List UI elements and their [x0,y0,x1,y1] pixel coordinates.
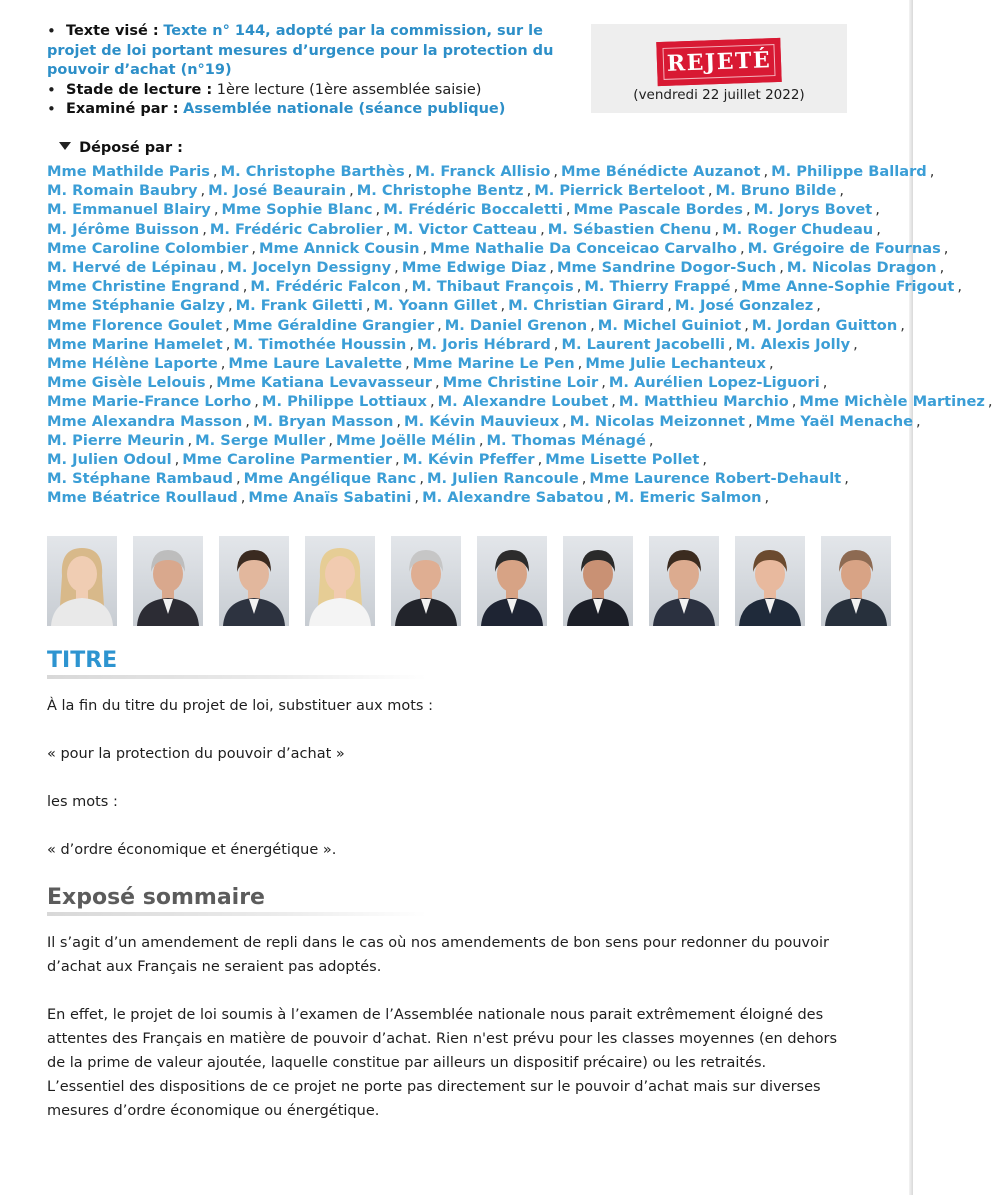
expose-paragraph: L’essentiel des dispositions de ce projet ne porte pas directement sur le pouvoir d’achat mais sur diverses mesures d’ordre économique ou énergétique. [47,1079,821,1119]
author-link[interactable]: M. Julien Odoul [47,451,172,469]
author-link[interactable]: M. Christophe Bentz [356,182,524,200]
author-separator: , [254,393,259,411]
author-link[interactable]: M. Kévin Pfeffer [402,451,535,469]
amendment-info [47,22,587,120]
author-link[interactable]: Mme Anaïs Sabatini [248,489,412,507]
author-separator: , [437,316,442,334]
author-separator: , [816,297,821,315]
author-link[interactable]: Mme Christine Engrand [47,278,240,296]
author-separator: , [779,259,784,277]
author-link[interactable]: M. Philippe Lottiaux [261,393,427,411]
author-link[interactable]: M. Daniel Grenon [444,316,588,334]
author-separator: , [328,431,333,449]
chevron-down-icon [59,142,71,150]
author-link[interactable]: M. Philippe Ballard [771,163,927,180]
author-separator: , [245,412,250,430]
author-separator: , [409,335,414,353]
author-link[interactable]: Mme Sandrine Dogor-Such [556,259,777,277]
author-link[interactable]: M. José Beaurain [208,182,347,200]
author-link[interactable]: M. Michel Guiniot [597,316,742,334]
author-separator: , [174,451,180,469]
author-separator: , [500,297,506,315]
portrait-icon [735,536,805,626]
author-link[interactable]: M. Julien Rancoule [426,470,579,488]
stamp-border [662,44,775,80]
author-separator: , [939,259,945,277]
author-separator: , [407,163,413,180]
author-link[interactable]: M. Matthieu Marchio [618,393,789,411]
author-link[interactable]: Mme Marine Hamelet [47,335,223,353]
author-separator: , [405,355,410,373]
author-line [47,220,881,239]
author-line [47,335,863,354]
stade-label: Stade de lecture : [66,81,213,98]
author-separator: , [526,182,532,200]
author-photo[interactable] [133,536,203,626]
author-link[interactable]: M. Bryan Masson [252,412,394,430]
author-link[interactable]: M. Hervé de Lépinau [47,259,217,277]
portrait-icon [47,536,117,626]
author-separator: , [365,297,371,315]
author-separator: , [251,239,257,257]
author-line [47,469,863,488]
author-separator: , [957,278,963,296]
author-separator: , [225,335,231,353]
examine-label: Examiné par : [66,101,179,117]
author-photo[interactable] [305,536,375,626]
author-link[interactable]: M. Grégoire de Fournas [747,239,941,257]
portrait-icon [133,536,203,626]
author-separator: , [220,355,226,373]
author-link[interactable]: M. Frédéric Falcon [250,278,401,296]
author-link[interactable]: M. Christophe Barthès [220,163,405,180]
author-separator: , [739,239,745,257]
stade-value: 1ère lecture (1ère assemblée saisie) [216,81,482,98]
author-separator: , [394,259,399,277]
expose-divider [47,912,427,916]
author-separator: , [943,239,949,257]
author-link[interactable]: Mme Béatrice Roullaud [47,489,238,507]
author-separator: , [225,316,230,334]
author-separator: , [763,163,769,180]
author-separator: , [212,163,218,180]
author-link[interactable]: M. Bruno Bilde [715,182,837,200]
author-line [47,373,863,392]
author-separator: , [213,201,219,219]
author-photo[interactable] [47,536,117,626]
author-separator: , [822,374,828,392]
author-separator: , [606,489,612,507]
author-link[interactable]: Mme Géraldine Grangier [232,316,435,334]
author-separator: , [553,335,559,353]
author-link[interactable]: M. Nicolas Dragon [786,259,937,277]
author-link[interactable]: Mme Alexandra Masson [47,412,243,430]
author-line [47,296,863,315]
author-separator: , [900,316,905,334]
author-separator: , [791,393,797,411]
author-separator: , [590,316,595,334]
author-link[interactable]: M. José Gonzalez [674,297,814,315]
author-separator: , [714,220,720,238]
author-link[interactable]: Mme Marie-France Lorho [47,393,252,411]
author-separator: , [435,374,440,392]
author-link[interactable]: M. Thierry Frappé [584,278,731,296]
author-link[interactable]: M. Timothée Houssin [233,335,407,353]
author-link[interactable]: Mme Anne-Sophie Frigout [741,278,955,296]
titre-divider [47,675,427,679]
texte-vise-label: Texte visé : [66,23,159,39]
author-separator: , [853,335,858,353]
author-link[interactable]: Mme Christine Loir [442,374,599,392]
info-stade [47,81,587,101]
titre-paragraph: « pour la protection du pouvoir d’achat » [47,746,345,762]
author-separator: , [748,412,753,430]
author-separator: , [549,259,554,277]
author-link[interactable]: M. Frédéric Cabrolier [209,220,383,238]
author-photo[interactable] [477,536,547,626]
author-link[interactable]: M. Jérôme Buisson [47,220,200,238]
titre-heading: TITRE [47,648,118,673]
info-texte-vise [47,22,587,81]
author-separator: , [200,182,206,200]
author-link[interactable]: Mme Gisèle Lelouis [47,374,206,392]
author-link[interactable]: M. Frédéric Boccaletti [383,201,563,219]
author-line [47,181,863,200]
author-link[interactable]: Mme Annick Cousin [259,239,420,257]
author-photo[interactable] [821,536,891,626]
author-link[interactable]: M. Alexis Jolly [735,335,851,353]
author-separator: , [576,278,582,296]
author-separator: , [648,431,654,449]
author-link[interactable]: Mme Yaël Menache [755,412,914,430]
author-separator: , [744,316,749,334]
author-link[interactable]: M. Emmanuel Blairy [47,201,211,219]
status-box [591,24,847,113]
author-link[interactable]: M. Roger Chudeau [722,220,874,238]
author-separator: , [768,355,774,373]
author-photo[interactable] [649,536,719,626]
author-separator: , [537,451,543,469]
author-link[interactable]: Mme Bénédicte Auzanot [561,163,761,180]
titre-paragraph: À la fin du titre du projet de loi, substituer aux mots : [47,698,433,714]
author-separator: , [667,297,672,315]
author-link[interactable]: M. Emeric Salmon [614,489,762,507]
author-line [47,488,863,507]
author-separator: , [540,220,545,238]
author-link[interactable]: Mme Stéphanie Galzy [47,297,225,315]
portrait-icon [563,536,633,626]
author-separator: , [242,278,248,296]
author-link[interactable]: M. Aurélien Lopez-Liguori [608,374,820,392]
author-link[interactable]: M. Alexandre Loubet [437,393,609,411]
author-link[interactable]: Mme Marine Le Pen [412,355,575,373]
rejected-stamp [656,38,781,86]
author-link[interactable]: M. Sébastien Chenu [547,220,712,238]
author-photo-strip [47,536,863,626]
author-link[interactable]: Mme Edwige Diaz [401,259,547,277]
author-link[interactable]: M. Yoann Gillet [373,297,498,315]
author-link[interactable]: Mme Nathalie Da Conceicao Carvalho [430,239,737,257]
author-separator: , [565,201,571,219]
portrait-icon [477,536,547,626]
author-separator: , [553,163,558,180]
author-separator: , [733,278,739,296]
author-separator: , [577,355,583,373]
author-link[interactable]: M. Jordan Guitton [751,316,898,334]
portrait-icon [219,536,289,626]
author-link[interactable]: M. Laurent Jacobelli [561,335,725,353]
author-separator: , [187,431,193,449]
author-line [47,431,863,450]
author-separator: , [707,182,713,200]
bullet-icon: • [47,22,56,40]
portrait-icon [305,536,375,626]
author-separator: , [349,182,354,200]
author-separator: , [478,431,484,449]
author-link[interactable]: Mme Sophie Blanc [221,201,373,219]
author-link[interactable]: M. Serge Muller [195,431,326,449]
deposit-label: Déposé par : [79,140,183,156]
status-label: REJETÉ [666,47,772,77]
author-separator: , [611,393,616,411]
author-separator: , [385,220,391,238]
titre-paragraph: « d’ordre économique et énergétique ». [47,842,337,858]
author-photo[interactable] [735,536,805,626]
author-link[interactable]: M. Jorys Bovet [753,201,873,219]
author-link[interactable]: M. Victor Catteau [393,220,538,238]
author-link[interactable]: Mme Lisette Pollet [545,451,700,469]
author-line [47,316,905,335]
author-line [47,239,949,258]
author-link[interactable]: M. Kévin Mauvieux [404,412,560,430]
author-separator: , [844,470,849,488]
author-link[interactable]: Mme Mathilde Paris [47,163,210,180]
author-line [47,392,993,411]
author-link[interactable]: M. Thibaut François [411,278,574,296]
author-link[interactable]: Mme Katiana Levavasseur [216,374,432,392]
bullet-icon: • [47,80,56,99]
author-line [47,412,921,431]
author-separator: , [987,393,993,411]
titre-paragraph: les mots : [47,794,118,810]
author-separator: , [395,451,400,469]
author-separator: , [916,412,921,430]
author-line [47,277,963,296]
info-examine [47,100,587,120]
author-link[interactable]: M. Christian Girard [508,297,665,315]
author-link[interactable]: Mme Michèle Martinez [799,393,985,411]
author-link[interactable]: Mme Pascale Bordes [573,201,743,219]
author-separator: , [414,489,420,507]
portrait-icon [649,536,719,626]
author-link[interactable]: Mme Hélène Laporte [47,355,218,373]
author-photo[interactable] [391,536,461,626]
author-separator: , [875,201,880,219]
author-separator: , [403,278,409,296]
author-link[interactable]: M. Alexandre Sabatou [422,489,604,507]
author-link[interactable]: M. Jocelyn Dessigny [227,259,392,277]
author-link[interactable]: M. Nicolas Meizonnet [569,412,746,430]
author-link[interactable]: Mme Julie Lechanteux [585,355,766,373]
author-separator: , [422,239,428,257]
author-link[interactable]: M. Romain Baubry [47,182,198,200]
author-separator: , [876,220,881,238]
author-photo[interactable] [563,536,633,626]
author-link[interactable]: M. Pierrick Berteloot [534,182,705,200]
author-separator: , [745,201,751,219]
author-separator: , [562,412,567,430]
expose-paragraph: Il s’agit d’un amendement de repli dans le cas où nos amendements de bon sens pour redonner du pouvoir d’achat aux Français ne seraient pas adoptés. [47,935,829,975]
author-separator: , [208,374,214,392]
author-separator: , [764,489,770,507]
author-link[interactable]: Mme Laure Lavalette [228,355,403,373]
examine-link[interactable]: Assemblée nationale (séance publique) [183,101,506,117]
author-link[interactable]: Mme Caroline Parmentier [182,451,393,469]
author-line [47,258,945,277]
author-link[interactable]: Mme Caroline Colombier [47,239,249,257]
author-link[interactable]: Mme Joëlle Mélin [336,431,476,449]
author-line [47,162,935,181]
author-separator: , [839,182,845,200]
author-separator: , [219,259,225,277]
author-link[interactable]: M. Franck Allisio [415,163,551,180]
author-link[interactable]: Mme Angélique Ranc [243,470,417,488]
author-photo[interactable] [219,536,289,626]
author-separator: , [375,201,381,219]
author-separator: , [429,393,435,411]
author-link[interactable]: M. Joris Hébrard [416,335,551,353]
status-date: (vendredi 22 juillet 2022) [633,87,805,103]
author-line [47,450,863,469]
author-link[interactable]: M. Stéphane Rambaud [47,470,234,488]
portrait-icon [821,536,891,626]
author-separator: , [240,489,246,507]
expose-heading: Exposé sommaire [47,885,265,910]
deposit-toggle[interactable] [59,140,183,156]
author-separator: , [227,297,233,315]
texte-vise-link[interactable]: Texte n° 144, adopté par la commission, sur le projet de loi portant mesures d’urgence pour la protection du pouvoir d’achat (n°19) [47,23,554,78]
author-link[interactable]: Mme Laurence Robert-Dehault [589,470,842,488]
bullet-icon: • [47,100,56,118]
author-separator: , [929,163,935,180]
author-separator: , [601,374,606,392]
author-link[interactable]: M. Frank Giletti [235,297,363,315]
author-separator: , [702,451,708,469]
author-separator: , [727,335,733,353]
author-separator: , [396,412,402,430]
author-link[interactable]: M. Thomas Ménagé [486,431,646,449]
author-separator: , [236,470,241,488]
author-separator: , [581,470,587,488]
author-link[interactable]: M. Pierre Meurin [47,431,185,449]
expose-paragraph: En effet, le projet de loi soumis à l’examen de l’Assemblée nationale nous parait extrêmement éloigné des attentes des Français en matière de pouvoir d’achat. Rien n'est prévu pour les classes moyennes (en dehors de la prime de valeur ajoutée, laquelle constitue par ailleurs un dispositif précaire) ou les retraités. [47,1007,838,1071]
author-link[interactable]: Mme Florence Goulet [47,316,223,334]
author-separator: , [202,220,207,238]
author-list [47,162,993,508]
author-line [47,200,880,219]
author-separator: , [419,470,424,488]
author-line [47,354,863,373]
portrait-icon [391,536,461,626]
